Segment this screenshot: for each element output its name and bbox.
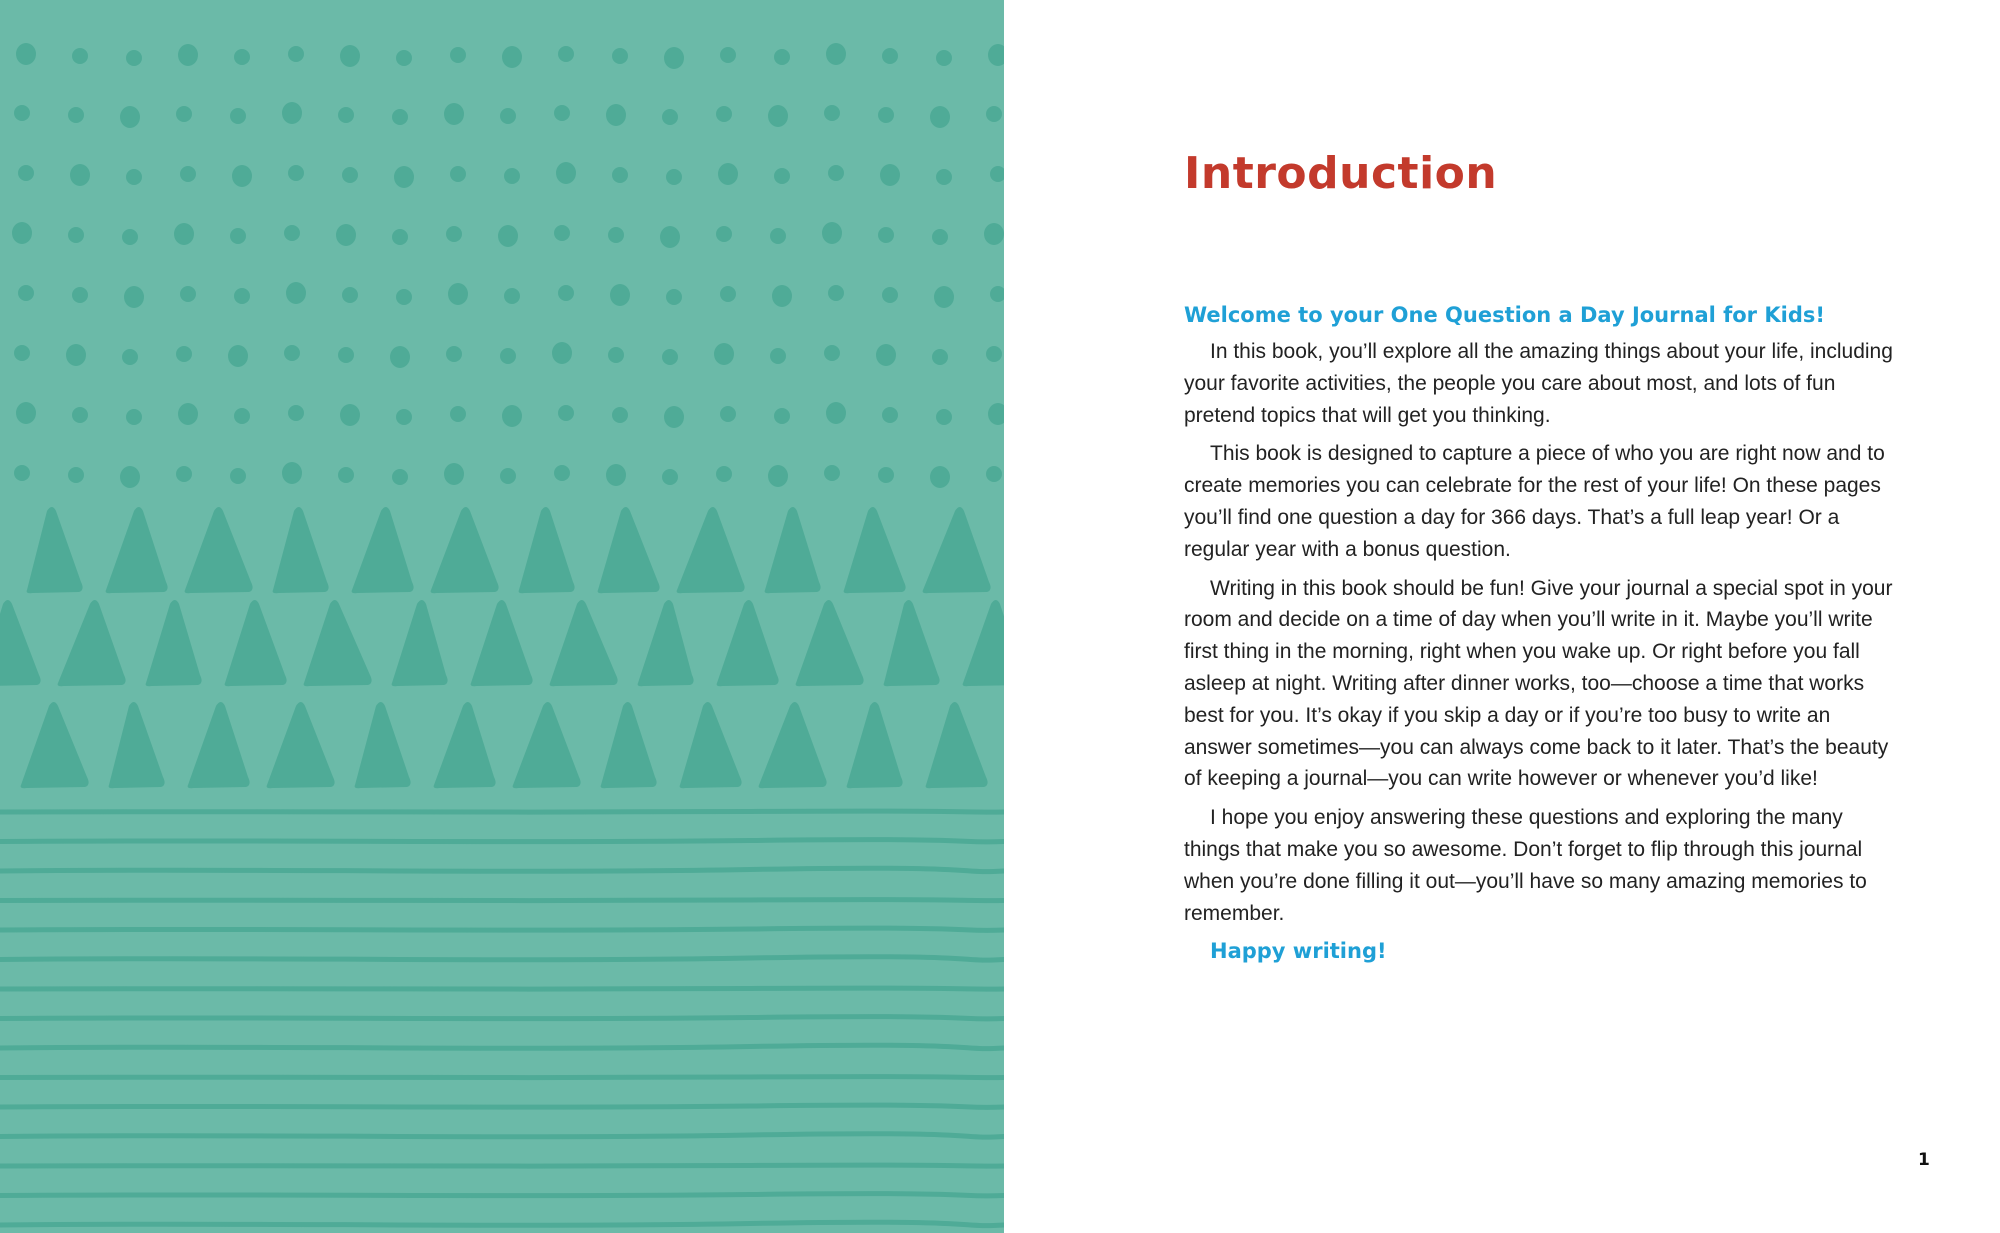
page-number: 1 [1918, 1150, 1930, 1170]
pattern-stripe [0, 1077, 1004, 1078]
text-page [1004, 0, 2000, 1233]
pattern-dot [558, 46, 574, 62]
pattern-dot [176, 346, 192, 362]
pattern-dot [876, 344, 896, 366]
pattern-dot [336, 224, 356, 246]
pattern-dot [932, 349, 948, 365]
pattern-dot [234, 49, 250, 65]
pattern-dot [68, 467, 84, 483]
pattern-dot [16, 43, 36, 65]
pattern-dot [72, 407, 88, 423]
pattern-dot [932, 229, 948, 245]
pattern-dot [228, 345, 248, 367]
pattern-dot [502, 46, 522, 68]
pattern-dot [180, 286, 196, 302]
pattern-dot [122, 229, 138, 245]
pattern-dot [70, 164, 90, 186]
pattern-dot [608, 347, 624, 363]
pattern-dot [662, 109, 678, 125]
pattern-dot [230, 108, 246, 124]
pattern-dot [446, 226, 462, 242]
pattern-dot [664, 406, 684, 428]
pattern-dot [558, 405, 574, 421]
pattern-dot [504, 288, 520, 304]
pattern-dot [934, 286, 954, 308]
pattern-dot [286, 282, 306, 304]
pattern-dot [662, 349, 678, 365]
pattern-stripe [0, 811, 1004, 812]
pattern-dot [282, 102, 302, 124]
pattern-dot [936, 409, 952, 425]
pattern-dot [880, 164, 900, 186]
pattern-dot [558, 285, 574, 301]
signoff-text: Happy writing! [1210, 939, 1387, 964]
pattern-stripe [0, 988, 1004, 989]
pattern-dot [234, 288, 250, 304]
pattern-dot [14, 105, 30, 121]
pattern-dot [444, 103, 464, 125]
pattern-dot [666, 289, 682, 305]
pattern-dot [986, 346, 1002, 362]
welcome-heading: Welcome to your One Question a Day Journal for Kids! [1184, 303, 1825, 327]
pattern-dot [444, 463, 464, 485]
pattern-dot [662, 469, 678, 485]
pattern-dot [178, 403, 198, 425]
pattern-dot [18, 165, 34, 181]
pattern-dot [16, 402, 36, 424]
pattern-stripe [0, 900, 1004, 901]
intro-paragraph: I hope you enjoy answering these questions and exploring the many things that make you so awesome. Don’t forget to flip through this journal when you’re done filling it out—you’ll have so many amazing memories to remember. [1184, 806, 1867, 925]
pattern-dot [176, 106, 192, 122]
pattern-dot [178, 44, 198, 66]
pattern-dot [822, 222, 842, 244]
pattern-dot [122, 349, 138, 365]
pattern-dot [14, 345, 30, 361]
pattern-dot [552, 342, 572, 364]
pattern-dot [126, 169, 142, 185]
pattern-dot [878, 107, 894, 123]
pattern-dot [338, 107, 354, 123]
pattern-dot [68, 107, 84, 123]
pattern-dot [554, 465, 570, 481]
pattern-dot [716, 106, 732, 122]
pattern-stripe [0, 1105, 1004, 1107]
pattern-dot [394, 166, 414, 188]
pattern-dot [716, 226, 732, 242]
pattern-dot [284, 345, 300, 361]
pattern-dot [554, 225, 570, 241]
pattern-dot [936, 50, 952, 66]
pattern-dot [392, 109, 408, 125]
pattern-dot [768, 465, 788, 487]
pattern-dot [230, 468, 246, 484]
intro-paragraph: This book is designed to capture a piece of who you are right now and to create memories you can celebrate for the rest of your life! On these pages you’ll find one question a day for 366 days. That’s a full leap year! Or a regular year with a bonus question. [1184, 442, 1885, 561]
pattern-dot [282, 462, 302, 484]
pattern-dot [770, 228, 786, 244]
pattern-dot [392, 469, 408, 485]
pattern-dot [500, 468, 516, 484]
pattern-dot [986, 466, 1002, 482]
pattern-dot [338, 467, 354, 483]
pattern-stripe [0, 928, 1004, 930]
pattern-dot [450, 166, 466, 182]
pattern-dot [66, 344, 86, 366]
pattern-dot [180, 166, 196, 182]
pattern-dot [124, 286, 144, 308]
pattern-dot [720, 406, 736, 422]
pattern-dot [396, 289, 412, 305]
pattern-dot [284, 225, 300, 241]
pattern-dot [500, 348, 516, 364]
pattern-dot [718, 163, 738, 185]
pattern-dot [120, 106, 140, 128]
pattern-dot [126, 409, 142, 425]
pattern-dot [72, 48, 88, 64]
pattern-dot [882, 48, 898, 64]
pattern-dot [342, 167, 358, 183]
pattern-dot [828, 165, 844, 181]
pattern-dot [176, 466, 192, 482]
pattern-dot [450, 47, 466, 63]
pattern-dot [72, 287, 88, 303]
pattern-dot [396, 50, 412, 66]
pattern-dot [174, 223, 194, 245]
pattern-dot [446, 346, 462, 362]
pattern-dot [660, 226, 680, 248]
pattern-dot [392, 229, 408, 245]
pattern-dot [126, 50, 142, 66]
pattern-dot [390, 346, 410, 368]
pattern-dot [288, 405, 304, 421]
pattern-dot [772, 285, 792, 307]
pattern-dot [18, 285, 34, 301]
pattern-dot [612, 407, 628, 423]
pattern-dot [556, 162, 576, 184]
pattern-dot [450, 406, 466, 422]
pattern-dot [610, 284, 630, 306]
pattern-dot [770, 348, 786, 364]
pattern-dot [340, 45, 360, 67]
pattern-dot [826, 43, 846, 65]
pattern-dot [664, 47, 684, 69]
pattern-dot [878, 467, 894, 483]
pattern-dot [774, 408, 790, 424]
pattern-dot [396, 409, 412, 425]
pattern-dot [498, 225, 518, 247]
pattern-dot [612, 48, 628, 64]
intro-content [1184, 298, 1899, 968]
pattern-dot [608, 227, 624, 243]
pattern-dot [606, 464, 626, 486]
pattern-stripe [0, 840, 1004, 842]
pattern-dot [234, 408, 250, 424]
pattern-dot [12, 222, 32, 244]
page-title: Introduction [1184, 148, 1498, 199]
pattern-dot [714, 343, 734, 365]
pattern-dot [340, 404, 360, 426]
pattern-dot [232, 165, 252, 187]
pattern-dot [774, 168, 790, 184]
pattern-dot [120, 466, 140, 488]
pattern-dot [342, 287, 358, 303]
pattern-dot [338, 347, 354, 363]
pattern-dot [288, 46, 304, 62]
pattern-dot [824, 105, 840, 121]
pattern-dot [882, 287, 898, 303]
pattern-dot [666, 169, 682, 185]
pattern-dot [828, 285, 844, 301]
pattern-dot [720, 286, 736, 302]
pattern-dot [612, 167, 628, 183]
pattern-dot [824, 465, 840, 481]
pattern-dot [986, 106, 1002, 122]
pattern-stripe [0, 1194, 1004, 1196]
pattern-dot [720, 47, 736, 63]
pattern-stripe [0, 1017, 1004, 1019]
pattern-dot [930, 466, 950, 488]
pattern-dot [500, 108, 516, 124]
pattern-dot [606, 104, 626, 126]
pattern-dot [882, 407, 898, 423]
intro-paragraph: In this book, you’ll explore all the amazing things about your life, including your favorite activities, the people you care about most, and lots of fun pretend topics that will get you thinking. [1184, 340, 1893, 427]
pattern-stripe [0, 1165, 1004, 1166]
pattern-dot [68, 227, 84, 243]
pattern-dot [502, 405, 522, 427]
pattern-dot [878, 227, 894, 243]
pattern-dot [288, 165, 304, 181]
pattern-dot [774, 49, 790, 65]
pattern-dot [716, 466, 732, 482]
pattern-dot [448, 283, 468, 305]
intro-paragraph: Writing in this book should be fun! Give your journal a special spot in your room and decide on a time of day when you’ll write in it. Maybe you’ll write first thing in the morning, right when you wake up. Or right before you fall asleep at night. Writing after dinner works, too—choose a time that works best for you. It’s okay if you skip a day or if you’re too busy to write an answer sometimes—you can always come back to it later. That’s the beauty of keeping a journal—you can write however or whenever you’d like! [1184, 576, 1893, 791]
pattern-dot [768, 105, 788, 127]
pattern-dot [554, 105, 570, 121]
pattern-dot [824, 345, 840, 361]
pattern-dot [504, 168, 520, 184]
pattern-dot [826, 402, 846, 424]
pattern-dot [984, 223, 1004, 245]
pattern-dot [936, 169, 952, 185]
pattern-dot [930, 106, 950, 128]
pattern-dot [230, 228, 246, 244]
pattern-dot [14, 465, 30, 481]
